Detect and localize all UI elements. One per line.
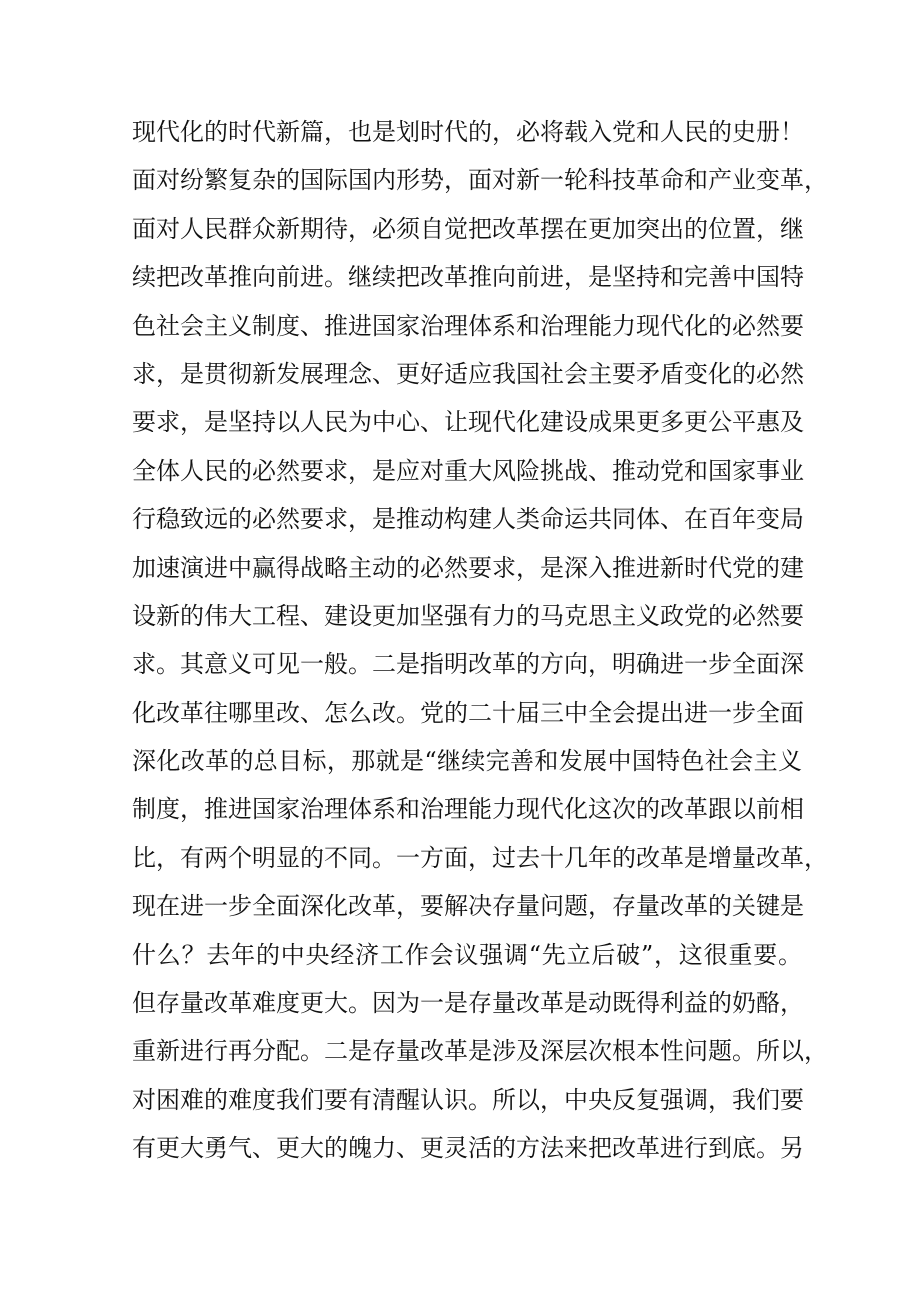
- text-line: 化改革往哪里改、怎么改。党的二十届三中全会提出进一步全面: [132, 698, 804, 727]
- text-line: 面对人民群众新期待，必须自觉把改革摆在更加突出的位置，继: [132, 214, 804, 243]
- text-line: 加速演进中赢得战略主动的必然要求，是深入推进新时代党的建: [132, 553, 804, 582]
- text-line: 设新的伟大工程、建设更加坚强有力的马克思主义政党的必然要: [132, 601, 804, 630]
- text-line: 现在进一步全面深化改革，要解决存量问题，存量改革的关键是: [132, 892, 804, 921]
- text-line: 比，有两个明显的不同。一方面，过去十几年的改革是增量改革，: [132, 843, 828, 872]
- text-line: 重新进行再分配。二是存量改革是涉及深层次根本性问题。所以，: [132, 1037, 828, 1066]
- text-line: 现代化的时代新篇，也是划时代的，必将载入党和人民的史册！: [132, 118, 804, 146]
- text-line: 全体人民的必然要求，是应对重大风险挑战、推动党和国家事业: [132, 456, 804, 485]
- text-line: 什么？去年的中央经济工作会议强调“先立后破”，这很重要。: [132, 940, 802, 969]
- text-line: 深化改革的总目标，那就是“继续完善和发展中国特色社会主义: [132, 747, 802, 776]
- text-line: 面对纷繁复杂的国际国内形势，面对新一轮科技革命和产业变革，: [132, 166, 828, 195]
- text-line: 求，是贯彻新发展理念、更好适应我国社会主要矛盾变化的必然: [132, 359, 804, 388]
- text-line: 制度，推进国家治理体系和治理能力现代化这次的改革跟以前相: [132, 795, 804, 824]
- text-line: 行稳致远的必然要求，是推动构建人类命运共同体、在百年变局: [132, 505, 804, 534]
- body-text: [132, 108, 828, 1173]
- text-line: 色社会主义制度、推进国家治理体系和治理能力现代化的必然要: [132, 311, 804, 340]
- text-line: 但存量改革难度更大。因为一是存量改革是动既得利益的奶酪，: [132, 989, 804, 1018]
- text-line: 续把改革推向前进。继续把改革推向前进，是坚持和完善中国特: [132, 263, 804, 292]
- text-line: 求。其意义可见一般。二是指明改革的方向，明确进一步全面深: [132, 650, 804, 679]
- text-line: 有更大勇气、更大的魄力、更灵活的方法来把改革进行到底。另: [132, 1134, 804, 1163]
- text-line: 对困难的难度我们要有清醒认识。所以，中央反复强调，我们要: [132, 1085, 804, 1114]
- text-line: 要求，是坚持以人民为中心、让现代化建设成果更多更公平惠及: [132, 408, 804, 437]
